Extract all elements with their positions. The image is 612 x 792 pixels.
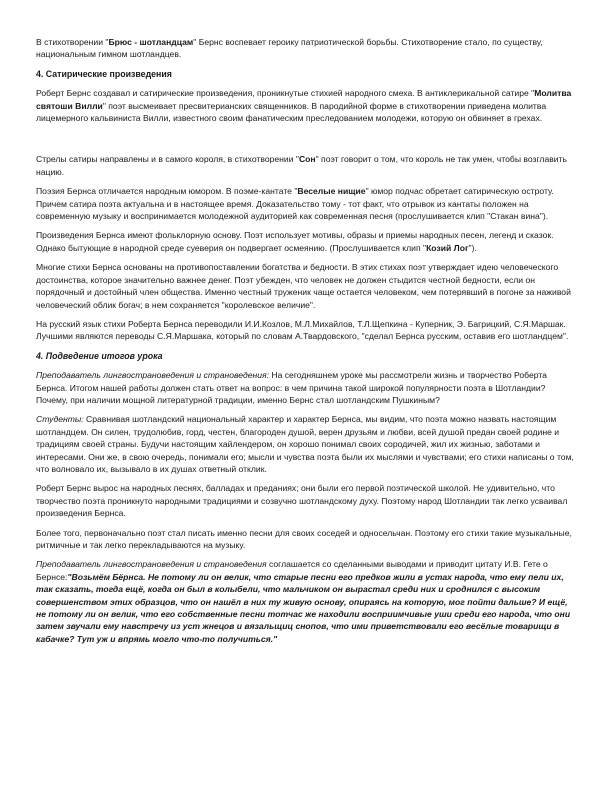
speaker-teacher: Преподаватель лингвострановедения и страноведения:	[36, 370, 269, 381]
poem-title-willie: Молитва святоши Вилли	[36, 88, 572, 111]
paragraph-translations: На русский язык стихи Роберта Бернса переводили И.И.Козлов, М.Л.Михайлов, Т.Л.Щепкина - Куперник, Э. Багрицкий, С.Я.Маршак. Лучшими являются переводы С.Я.Маршака, который по словам А.Твардовского, "сделал Бернса русским, оставив его шотландцем".	[36, 318, 569, 342]
paragraph-students-answer: Студенты: Сравнивая шотландский национальный характер и характер Бернса, мы видим, что поэта можно назвать настоящим шотландцем. Он силен, трудолюбив, горд, честен, благороден душой, верен друзьям и любви, всей душой предан своей родине и традициям своей страны. Будучи настоящим хайлендером, он хорошо понимал своих сородичей, жил их жизнью, заботами и интересами. Они же, в свою очередь, понимали его; мысли и чувства поэта были их мыслями и чувствами; его стихи написаны о том, что волновало их, вызывало в их душах ответный отклик.	[36, 414, 574, 474]
paragraph-willie-prayer: Роберт Бернс создавал и сатирические произведения, проникнутые стихией народного смеха. В антиклерикальной сатире "Молитва святоши Вилли" поэт высмеивает пресвитерианских священников. В пародийной форме в стихотворении приведена молитва лицемерного кальвиниста Вилли, известного своим фанатическим преследованием молодежи, которую он обвиняет в грехах.	[36, 88, 572, 124]
paragraph-songs-for-neighbours: Более того, первоначально поэт стал писать именно песни для своих соседей и односельчан. Поэтому его стихи такие музыкальные, ритмичные и так легко перекладываются на музыку.	[36, 527, 572, 550]
paragraph-jolly-beggars: Поэзия Бернса отличается народным юмором. В поэме-кантате "Веселые нищие" юмор подчас обретает сатирическую остроту. Причем сатира поэта актуальна и в настоящее время. Доказательство тому - тот факт, что отрывок из кантаты положен на современную музыку и воспринимается молодежной аудиторией как современная песня (прослушивается клип "Стакан вина").	[36, 186, 554, 222]
heading-satirical-works: 4. Сатирические произведения	[36, 68, 172, 79]
paragraph-wealth-poverty: Многие стихи Бернса основаны на противопоставлении богатства и бедности. В этих стихах поэт утверждает идею человеческого достоинства, которое значительно важнее денег. Поэт убежден, что человек не должен стыдится честной бедности, если он порядочный и достойный член общества. Именно честный труженик чаще остается человеком, чем потерявший в погоне за наживой человеческий облик богач; в нем сохраняется "королевское величие".	[36, 262, 571, 310]
paragraph-dream: Стрелы сатиры направлены и в самого короля, в стихотворении "Сон" поэт говорит о том, что король не так умен, чтобы возглавить нацию.	[36, 154, 567, 177]
paragraph-goethe-quote: Преподаватель лингвострановедения и страноведения соглашается со сделанными выводами и приводит цитату И.В. Гете о Бернсе:"Возьмём Бёрнса. Не потому ли он велик, что старые песни его предков жили в устах народа, что ему пели их, так сказать, тогда ещё, когда он был в колыбели, что мальчиком он вырастал среди них и сроднился с высоким совершенством этих образцов, что он нашёл в них ту живую основу, опираясь на которую, мог пойти дальше? И ещё, не потому ли он велик, что его собственные песни тотчас же находили восприимчивые уши среди его народа, что они затем звучали ему навстречу из уст жнецов и вязальщиц снопов, что ими приветствовали его весёлые товарищи в кабачке? Тут уж и впрямь могло что-то получиться."	[36, 559, 571, 644]
heading-lesson-summary: 4. Подведение итогов урока	[36, 350, 163, 361]
poem-title-goat-log: Козий Лог	[426, 242, 469, 253]
poem-title-jolly-beggars: Веселые нищие	[297, 186, 366, 197]
goethe-quote: "Возьмём Бёрнса. Не потому ли он велик, что старые песни его предков жили в устах народа, что ему пели их, так сказать, тогда ещё, когда он был в колыбели, что мальчиком он вырастал среди них и сроднился с высоким совершенством этих образцов, что он нашёл в них ту живую основу, опираясь на которую, мог пойти дальше? И ещё, не потому ли он велик, что его собственные песни тотчас же находили восприимчивые уши среди его народа, что они затем звучали ему навстречу из уст жнецов и вязальщиц снопов, что ими приветствовали его весёлые товарищи в кабачке? Тут уж и впрямь могло что-то получиться."	[36, 571, 571, 644]
paragraph-bruce: В стихотворении "Брюс - шотландцам" Бернс воспевает героику патриотической борьбы. Стихотворение стало, по существу, национальным гимном шотландцев.	[36, 37, 543, 60]
poem-title-dream: Сон	[298, 154, 316, 165]
poem-title-bruce: Брюс - шотландцам	[108, 37, 194, 47]
paragraph-folklore: Произведения Бернса имеют фольклорную основу. Поэт использует мотивы, образы и приемы народных песен, легенд и сказок. Однако бытующие в народной среде суеверия он подвергает осмеянию. (Прослушивается клип "Козий Лог").	[36, 230, 554, 253]
spacer	[36, 131, 576, 153]
paragraph-folk-songs: Роберт Бернс вырос на народных песнях, балладах и преданиях; они были его первой поэтической школой. Не удивительно, что творчество поэта проникнуто народными традициями и созвучно шотландскому духу. Поэтому народ Шотландии так легко усваивал произведения Бернса.	[36, 483, 568, 519]
paragraph-teacher-question: Преподаватель лингвострановедения и страноведения: На сегодняшнем уроке мы рассмотрели жизнь и творчество Роберта Бернса. Итогом нашей работы должен стать ответ на вопрос: в чем причина такой широкой популярности поэта в Шотландии? Почему, при наличии мощной литературной традиции, именно Бернс стал шотландским Пушкиным?	[36, 370, 547, 405]
speaker-students: Студенты:	[36, 414, 84, 425]
speaker-teacher: Преподаватель лингвострановедения и страноведения	[36, 559, 267, 570]
